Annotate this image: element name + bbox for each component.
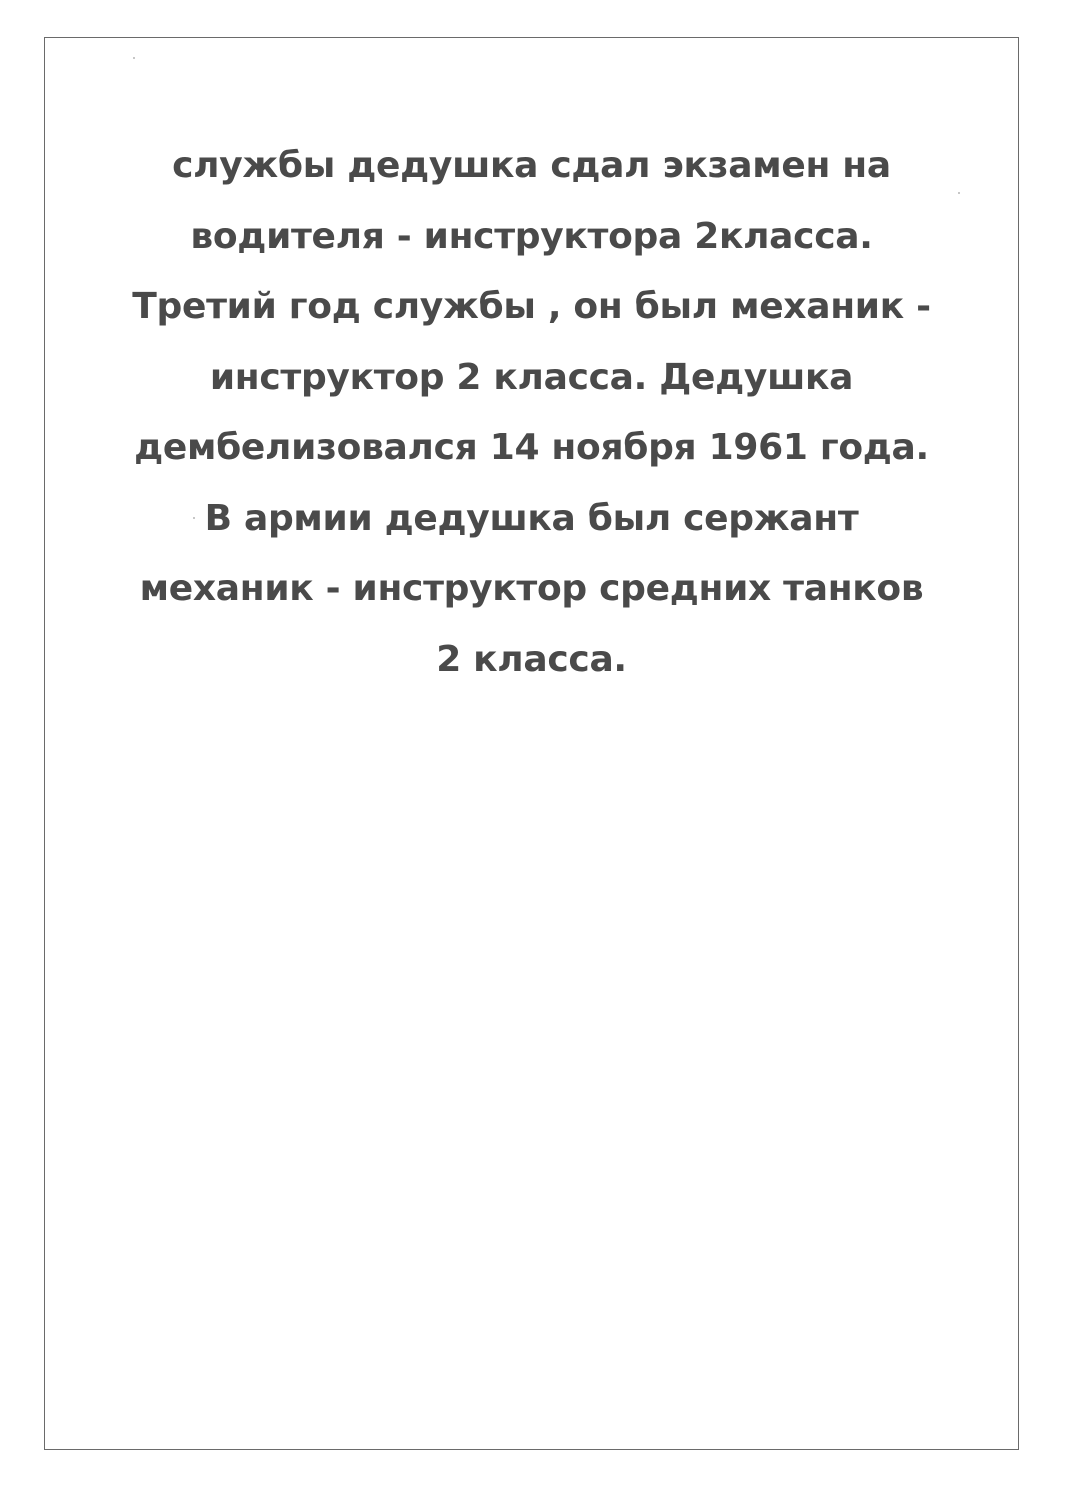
text-line-2: водителя - инструктора 2класса. xyxy=(190,215,873,257)
text-line-1: службы дедушка сдал экзамен на xyxy=(172,145,891,186)
text-line-8: 2 класса. xyxy=(436,638,627,680)
page-frame xyxy=(44,37,1019,1450)
text-line-5: дембелизовался 14 ноября 1961 года. xyxy=(134,427,929,468)
scan-speck xyxy=(133,57,135,59)
text-line-7: механик - инструктор средних танков xyxy=(139,568,924,609)
document-text xyxy=(45,131,1018,695)
text-line-3: Третий год службы , он был механик - xyxy=(132,286,931,327)
text-line-6: В армии дедушка был сержант xyxy=(204,497,859,539)
text-line-4: инструктор 2 класса. Дедушка xyxy=(209,356,854,398)
scan-speck xyxy=(193,517,195,519)
scan-speck xyxy=(958,192,960,194)
